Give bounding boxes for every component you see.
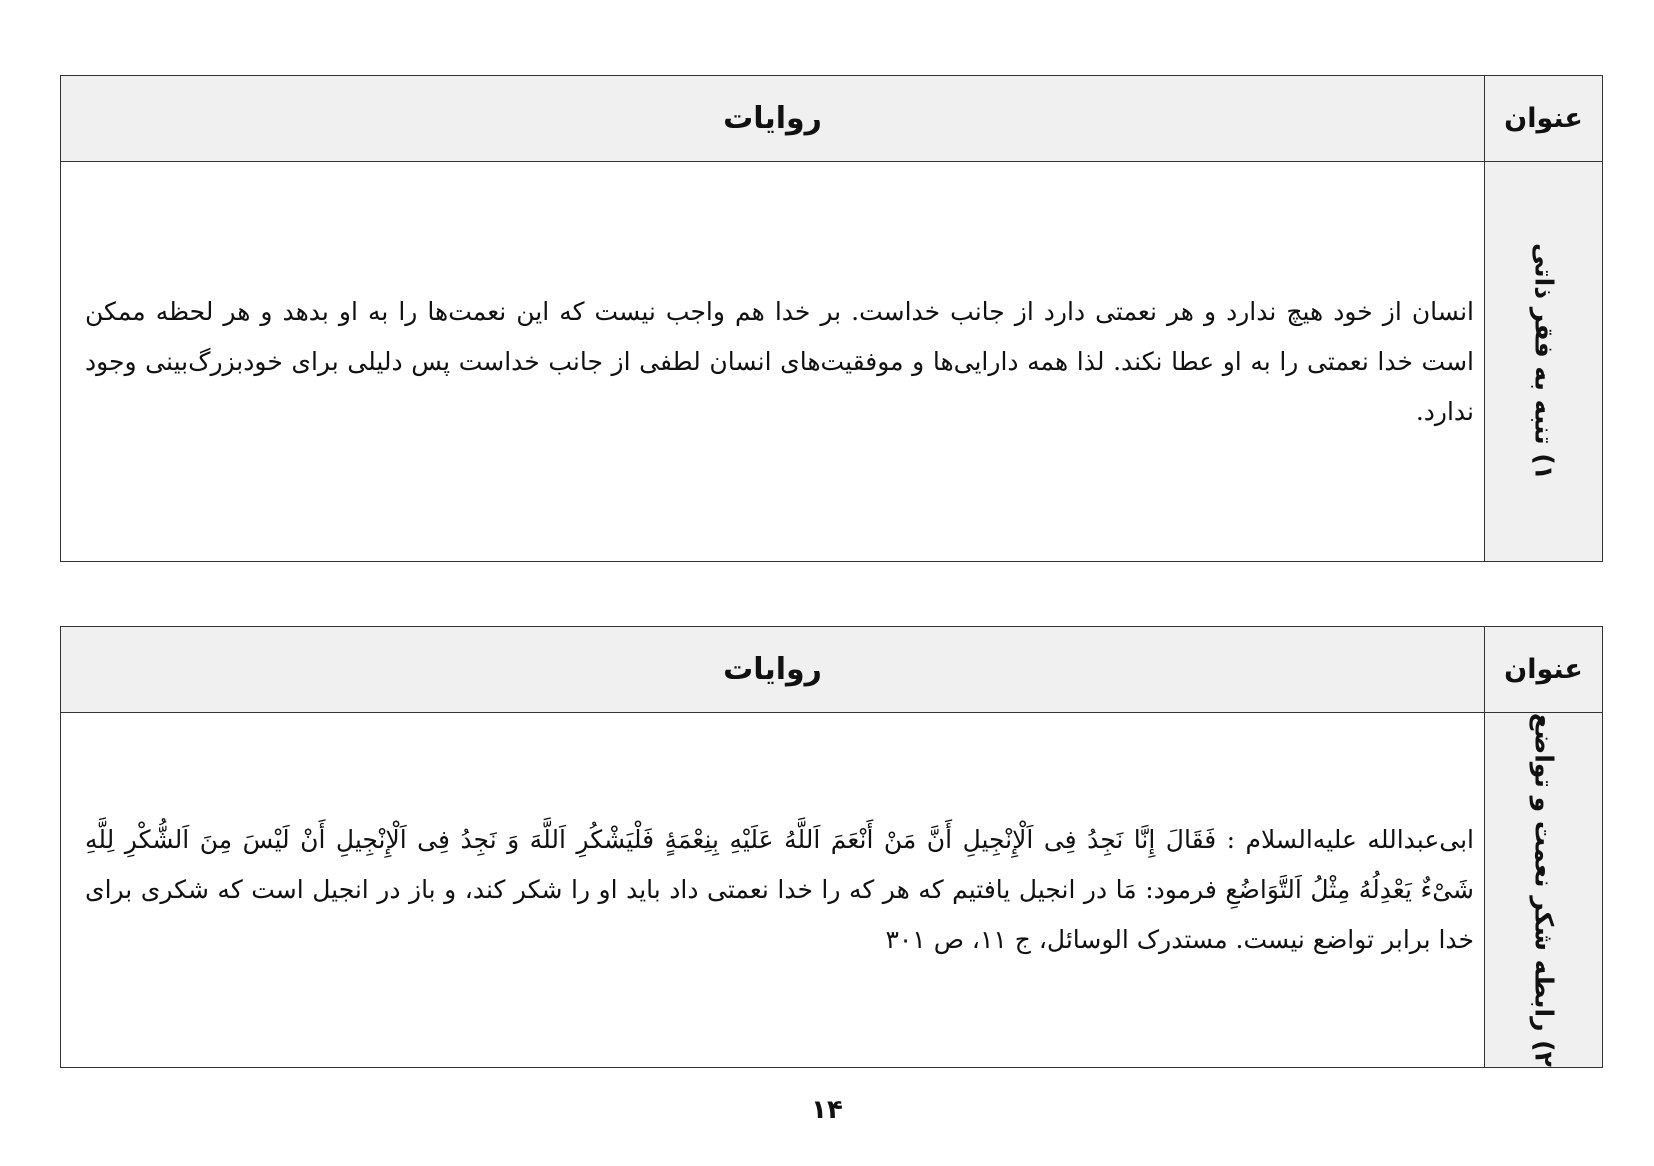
- header-title-column: [1484, 627, 1602, 713]
- header-title-label: عنوان: [1504, 103, 1583, 134]
- header-main-column: [61, 627, 1484, 713]
- header-main-label: روایات: [723, 101, 822, 136]
- content-cell: [61, 162, 1484, 561]
- topic-cell: [1484, 162, 1602, 561]
- header-main-column: [61, 76, 1484, 162]
- hadith-table-1: [60, 75, 1603, 562]
- content-cell: [61, 713, 1484, 1067]
- header-main-label: روایات: [723, 652, 822, 687]
- hadith-table-2: [60, 626, 1603, 1068]
- hadith-arabic-text: ابی‌عبدالله عليه‌السلام : فَقَالَ إِنَّا نَجِدُ فِی اَلْإِنْجِیلِ أَنَّ مَنْ أَنْعَمَ اَللَّهُ عَلَیْهِ بِنِعْمَهٍٔ فَلْیَشْکُرِ اَللَّهَ وَ نَجِدُ فِی اَلْإِنْجِیلِ أَنْ لَیْسَ مِنَ اَلشُّکْرِ لِلَّهِ شَیْءٌ یَعْدِلُهُ مِثْلُ اَلتَّوَاضُعِ: [85, 825, 1474, 904]
- header-title-column: [1484, 76, 1602, 162]
- hadith-translation-text: فرمود: مَا در انجیل یافتیم که هر که را خدا نعمتی داد باید او را شکر کند، و باز در انجیل است که شکری برای خدا برابر تواضع نیست. مستدرک الوسائل، ج ۱۱، ص ۳۰۱: [85, 875, 1474, 954]
- page-number: ۱۴: [811, 1095, 843, 1125]
- topic-label: ۲) رابطه شکر نعمت و تواضع: [1529, 713, 1559, 1067]
- topic-cell: [1484, 713, 1602, 1067]
- content-text: انسان از خود هیچ ندارد و هر نعمتی دارد از جانب خداست. بر خدا هم واجب نیست که این نعمت‌ها را به او بدهد و هر لحظه ممکن است خدا نعمتی را به او عطا نکند. لذا همه دارایی‌ها و موفقیت‌های انسان لطفی از جانب خداست پس دلیلی برای خودبزرگ‌بینی وجود ندارد.: [85, 296, 1474, 426]
- header-title-label: عنوان: [1504, 654, 1583, 685]
- topic-label: ۱) تنبه به فقر ذاتی: [1529, 242, 1559, 480]
- content-text: [85, 815, 1474, 965]
